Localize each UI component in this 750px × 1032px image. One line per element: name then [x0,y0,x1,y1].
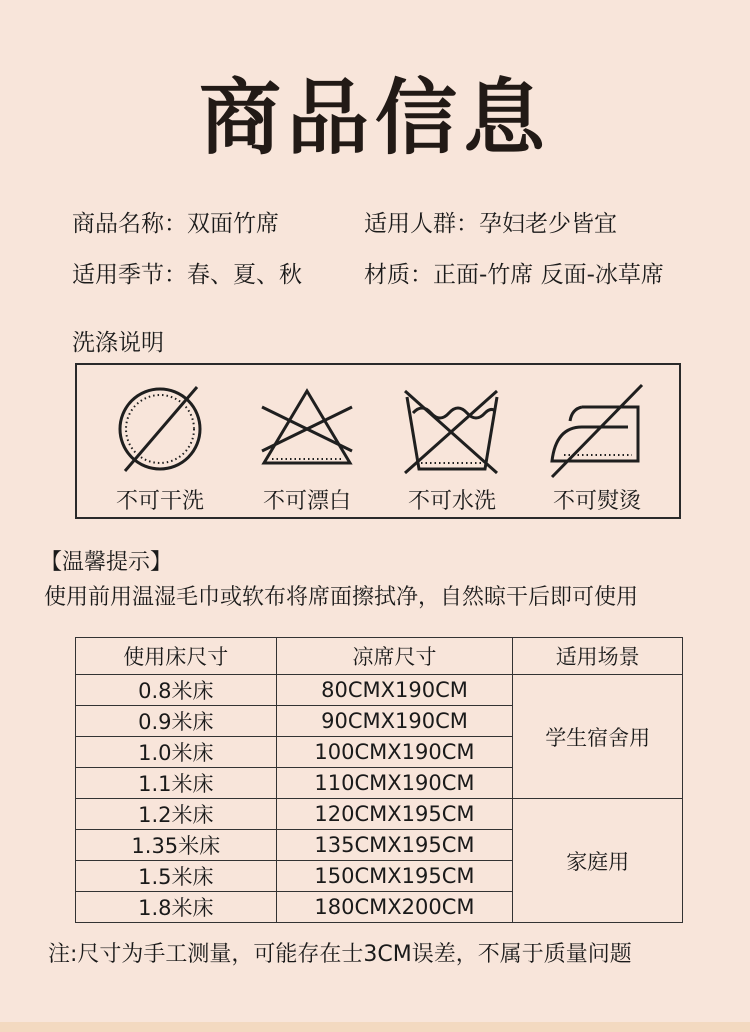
no-bleach-icon [252,379,362,479]
no-dry-clean-icon [105,379,215,479]
wash-label-wash: 不可水洗 [407,489,496,514]
mat-size-cell: 100CMX190CM [276,737,513,768]
mat-size-cell: 90CMX190CM [276,706,513,737]
wash-label-iron: 不可熨烫 [552,489,641,514]
header-mat-size: 凉席尺寸 [276,638,513,675]
bed-size-cell: 1.0米床 [76,737,277,768]
mat-size-cell: 135CMX195CM [276,830,513,861]
no-wash-icon [397,379,507,479]
info-name [72,213,279,236]
page-title: 商品信息 [198,71,551,166]
table-row [76,799,683,830]
header-bed-size: 使用床尺寸 [76,638,277,675]
wash-title: 洗涤说明 [72,330,164,356]
crowd-value: 孕妇老少皆宜 [479,211,617,237]
info-season [72,264,302,287]
table-header-row [76,638,683,675]
name-value: 双面竹席 [187,211,279,237]
scene-cell: 学生宿舍用 [513,675,683,799]
bed-size-cell: 1.35米床 [76,830,277,861]
wash-item-dry-clean [85,365,235,521]
tip-title: 【温馨提示】 [40,550,173,575]
bed-size-cell: 1.5米床 [76,861,277,892]
name-label: 商品名称： [72,211,187,237]
season-label: 适用季节： [72,262,187,288]
table-row [76,675,683,706]
mat-size-cell: 110CMX190CM [276,768,513,799]
no-iron-icon [542,379,652,479]
season-value: 春、夏、秋 [187,262,302,288]
wash-item-wash [377,365,527,521]
wash-label-bleach: 不可漂白 [262,489,351,514]
wash-item-iron [522,365,672,521]
bed-size-cell: 1.1米床 [76,768,277,799]
info-crowd [364,213,617,236]
bed-size-cell: 0.9米床 [76,706,277,737]
tip-text: 使用前用温湿毛巾或软布将席面擦拭净，自然晾干后即可使用 [44,585,639,610]
bottom-strip [0,1022,750,1032]
mat-size-cell: 150CMX195CM [276,861,513,892]
mat-size-cell: 180CMX200CM [276,892,513,923]
material-value: 正面-竹席 反面-冰草席 [433,262,664,288]
crowd-label: 适用人群： [364,211,479,237]
mat-size-cell: 120CMX195CM [276,799,513,830]
size-table [75,637,683,923]
info-material [364,264,664,287]
header-scene: 适用场景 [513,638,683,675]
bed-size-cell: 1.2米床 [76,799,277,830]
measurement-note: 注:尺寸为手工测量，可能存在士3CM误差，不属于质量问题 [48,942,632,967]
wash-instructions-box [75,363,681,519]
wash-item-bleach [232,365,382,521]
material-label: 材质： [364,262,433,288]
wash-label-dry-clean: 不可干洗 [115,489,204,514]
bed-size-cell: 0.8米床 [76,675,277,706]
scene-cell: 家庭用 [513,799,683,923]
mat-size-cell: 80CMX190CM [276,675,513,706]
bed-size-cell: 1.8米床 [76,892,277,923]
